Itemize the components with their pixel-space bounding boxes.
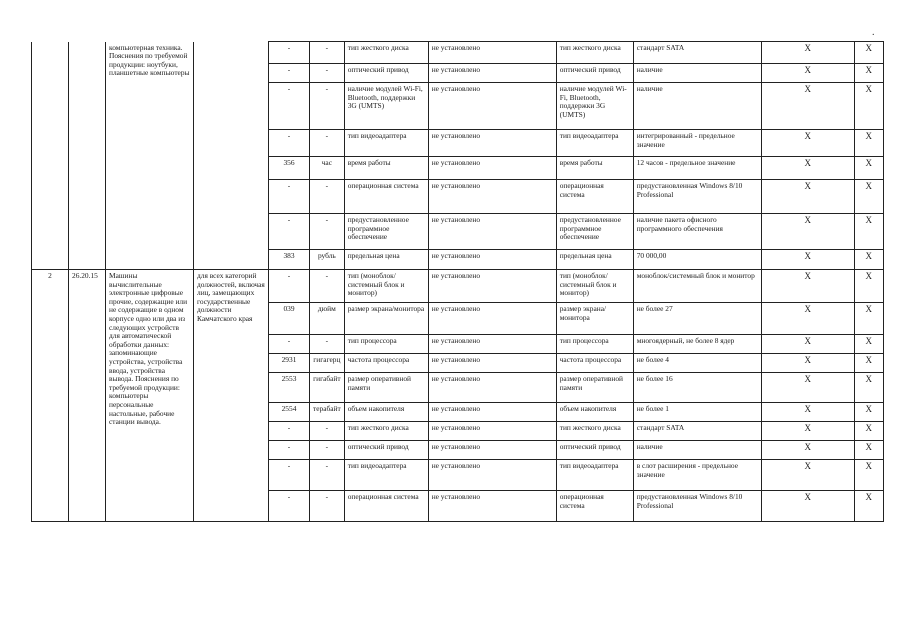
cell-unit: - [310, 214, 345, 250]
cell-customer-value: не установлено [428, 83, 556, 130]
cell-approved-value: моноблок/системный блок и монитор [633, 270, 761, 303]
cell-approved-value: стандарт SATA [633, 42, 761, 64]
cell-mark: X [761, 303, 854, 335]
cell-approved-value: интегрированный - предельное значение [633, 130, 761, 157]
cell-code: 383 [269, 250, 310, 270]
cell-code: - [269, 422, 310, 441]
cell-customer-value: не установлено [428, 373, 556, 403]
cell-unit: - [310, 335, 345, 354]
cell-approved-value: наличие [633, 83, 761, 130]
table-body [32, 42, 884, 522]
cell-customer-value: не установлено [428, 130, 556, 157]
cell-mark: X [854, 250, 883, 270]
cell-approved-value: в слот расширения - предельное значение [633, 460, 761, 491]
cell-customer-value: не установлено [428, 214, 556, 250]
cell-characteristic: размер экрана/монитора [344, 303, 428, 335]
cell-mark: X [854, 403, 883, 422]
cell-code: - [269, 64, 310, 83]
cell-characteristic-approved: время работы [556, 157, 633, 180]
cell-unit: - [310, 130, 345, 157]
cell-mark: X [854, 441, 883, 460]
cell-product-description: Машины вычислительные электронные цифровые прочие, содержащие или не содержащие в одном корпусе одно или два из следующих устройств для автоматической обработки данных: запоминающие устройства, устройства ввода, устройства вывода. Пояснения по требуемой продукции: компьютеры персональные настольные, рабочие станции вывода. [106, 270, 194, 522]
cell-number [32, 42, 69, 270]
cell-category: для всех категорий должностей, включая лиц, замещающих государственные должности Камчатского края [194, 270, 269, 522]
cell-unit: дюйм [310, 303, 345, 335]
cell-customer-value: не установлено [428, 303, 556, 335]
cell-characteristic-approved: частота процессора [556, 354, 633, 373]
table-row [32, 270, 884, 303]
cell-unit: - [310, 270, 345, 303]
page-mark: . [872, 27, 875, 38]
cell-code: - [269, 460, 310, 491]
cell-unit: гигабайт [310, 373, 345, 403]
cell-mark: X [854, 460, 883, 491]
cell-approved-value: предустановленная Windows 8/10 Professional [633, 491, 761, 522]
table-row [32, 42, 884, 64]
cell-characteristic-approved: тип процессора [556, 335, 633, 354]
cell-mark: X [854, 157, 883, 180]
cell-unit: час [310, 157, 345, 180]
cell-characteristic: тип (моноблок/системный блок и монитор) [344, 270, 428, 303]
cell-mark: X [854, 354, 883, 373]
cell-unit: - [310, 180, 345, 214]
cell-code: 356 [269, 157, 310, 180]
cell-characteristic: тип процессора [344, 335, 428, 354]
cell-characteristic-approved: тип видеоадаптера [556, 130, 633, 157]
cell-code: - [269, 335, 310, 354]
cell-unit: - [310, 441, 345, 460]
cell-customer-value: не установлено [428, 335, 556, 354]
cell-characteristic: тип видеоадаптера [344, 460, 428, 491]
cell-mark: X [854, 42, 883, 64]
cell-customer-value: не установлено [428, 403, 556, 422]
cell-mark: X [854, 180, 883, 214]
cell-characteristic: тип видеоадаптера [344, 130, 428, 157]
cell-customer-value: не установлено [428, 64, 556, 83]
cell-unit: гигагерц [310, 354, 345, 373]
cell-approved-value: не более 16 [633, 373, 761, 403]
cell-characteristic-approved: оптический привод [556, 64, 633, 83]
cell-mark: X [761, 270, 854, 303]
cell-customer-value: не установлено [428, 491, 556, 522]
cell-characteristic: наличие модулей Wi-Fi, Bluetooth, поддержки 3G (UMTS) [344, 83, 428, 130]
cell-category [194, 42, 269, 270]
cell-characteristic-approved: тип жесткого диска [556, 42, 633, 64]
cell-unit: - [310, 460, 345, 491]
cell-characteristic: предельная цена [344, 250, 428, 270]
cell-code: 2554 [269, 403, 310, 422]
cell-code: - [269, 491, 310, 522]
cell-customer-value: не установлено [428, 250, 556, 270]
cell-mark: X [761, 42, 854, 64]
cell-code: 039 [269, 303, 310, 335]
cell-approved-value: не более 27 [633, 303, 761, 335]
cell-characteristic-approved: объем накопителя [556, 403, 633, 422]
cell-approved-value: 12 часов - предельное значение [633, 157, 761, 180]
cell-characteristic-approved: размер оперативной памяти [556, 373, 633, 403]
cell-mark: X [761, 83, 854, 130]
cell-characteristic-approved: операционная система [556, 180, 633, 214]
cell-approved-value: многоядерный, не более 8 ядер [633, 335, 761, 354]
cell-mark: X [854, 130, 883, 157]
cell-characteristic: объем накопителя [344, 403, 428, 422]
cell-code: - [269, 270, 310, 303]
cell-customer-value: не установлено [428, 354, 556, 373]
cell-code: - [269, 180, 310, 214]
cell-approved-value: наличие пакета офисного программного обеспечения [633, 214, 761, 250]
cell-code: - [269, 83, 310, 130]
cell-unit: - [310, 491, 345, 522]
cell-characteristic-approved: наличие модулей Wi-Fi, Bluetooth, поддержки 3G (UMTS) [556, 83, 633, 130]
cell-unit: - [310, 83, 345, 130]
cell-approved-value: не более 1 [633, 403, 761, 422]
cell-mark: X [761, 403, 854, 422]
cell-code: - [269, 130, 310, 157]
cell-mark: X [854, 64, 883, 83]
cell-customer-value: не установлено [428, 157, 556, 180]
cell-approved-value: наличие [633, 441, 761, 460]
cell-characteristic: частота процессора [344, 354, 428, 373]
cell-product-description: компьютерная техника. Пояснения по требуемой продукции: ноутбуки, планшетные компьютеры [106, 42, 194, 270]
cell-code: - [269, 42, 310, 64]
cell-characteristic-approved: тип видеоадаптера [556, 460, 633, 491]
cell-okpd-code [69, 42, 106, 270]
cell-mark: X [854, 214, 883, 250]
cell-mark: X [854, 270, 883, 303]
cell-mark: X [854, 422, 883, 441]
cell-approved-value: наличие [633, 64, 761, 83]
cell-characteristic-approved: тип жесткого диска [556, 422, 633, 441]
cell-mark: X [854, 373, 883, 403]
cell-unit: рубль [310, 250, 345, 270]
cell-mark: X [761, 214, 854, 250]
cell-mark: X [761, 422, 854, 441]
cell-code: - [269, 214, 310, 250]
cell-mark: X [761, 250, 854, 270]
cell-characteristic-approved: операционная система [556, 491, 633, 522]
cell-characteristic-approved: размер экрана/монитора [556, 303, 633, 335]
cell-mark: X [761, 460, 854, 491]
cell-mark: X [854, 303, 883, 335]
cell-mark: X [761, 335, 854, 354]
cell-characteristic-approved: оптический привод [556, 441, 633, 460]
cell-mark: X [761, 441, 854, 460]
cell-unit: терабайт [310, 403, 345, 422]
cell-customer-value: не установлено [428, 460, 556, 491]
cell-characteristic: операционная система [344, 491, 428, 522]
cell-characteristic-approved: тип (моноблок/системный блок и монитор) [556, 270, 633, 303]
cell-characteristic-approved: предустановленное программное обеспечение [556, 214, 633, 250]
cell-code: - [269, 441, 310, 460]
cell-characteristic: оптический привод [344, 441, 428, 460]
cell-characteristic: тип жесткого диска [344, 422, 428, 441]
cell-mark: X [854, 335, 883, 354]
cell-customer-value: не установлено [428, 180, 556, 214]
cell-customer-value: не установлено [428, 270, 556, 303]
cell-mark: X [761, 491, 854, 522]
cell-mark: X [761, 373, 854, 403]
cell-okpd-code: 26.20.15 [69, 270, 106, 522]
cell-mark: X [761, 354, 854, 373]
cell-characteristic: оптический привод [344, 64, 428, 83]
cell-approved-value: предустановленная Windows 8/10 Professional [633, 180, 761, 214]
cell-mark: X [854, 491, 883, 522]
cell-mark: X [761, 130, 854, 157]
cell-approved-value: 70 000,00 [633, 250, 761, 270]
cell-characteristic: предустановленное программное обеспечение [344, 214, 428, 250]
cell-characteristic: тип жесткого диска [344, 42, 428, 64]
cell-unit: - [310, 42, 345, 64]
cell-mark: X [761, 157, 854, 180]
cell-unit: - [310, 422, 345, 441]
cell-characteristic: операционная система [344, 180, 428, 214]
cell-mark: X [761, 64, 854, 83]
cell-approved-value: стандарт SATA [633, 422, 761, 441]
cell-customer-value: не установлено [428, 42, 556, 64]
cell-unit: - [310, 64, 345, 83]
requirements-table [31, 41, 884, 522]
cell-characteristic: размер оперативной памяти [344, 373, 428, 403]
cell-number: 2 [32, 270, 69, 522]
cell-code: 2553 [269, 373, 310, 403]
cell-mark: X [854, 83, 883, 130]
cell-code: 2931 [269, 354, 310, 373]
cell-customer-value: не установлено [428, 422, 556, 441]
cell-characteristic-approved: предельная цена [556, 250, 633, 270]
cell-mark: X [761, 180, 854, 214]
cell-characteristic: время работы [344, 157, 428, 180]
cell-customer-value: не установлено [428, 441, 556, 460]
cell-approved-value: не более 4 [633, 354, 761, 373]
